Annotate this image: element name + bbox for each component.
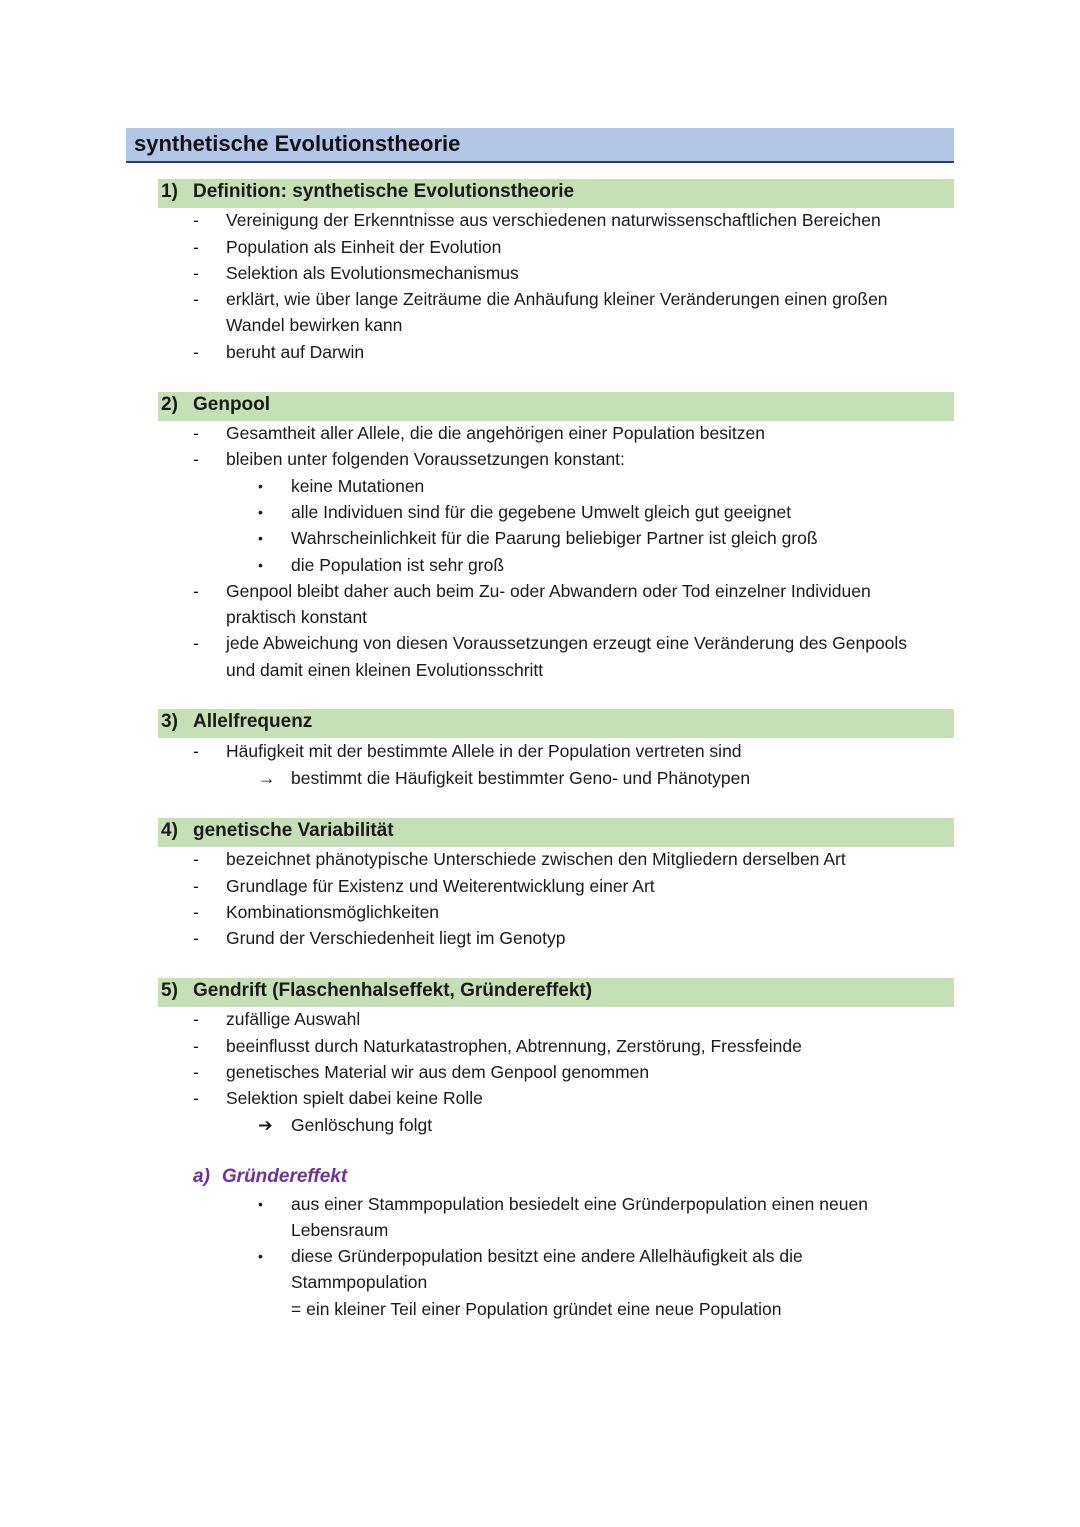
list-item: Häufigkeit mit der bestimmte Allele in der Population vertreten sind bbox=[226, 741, 742, 761]
arrow-item: bestimmt die Häufigkeit bestimmter Geno- und Phänotypen bbox=[291, 768, 751, 788]
section-title: Allelfrequenz bbox=[193, 711, 313, 732]
subsection-letter: a) bbox=[193, 1166, 210, 1187]
subsection-title: Gründereffekt bbox=[221, 1166, 348, 1187]
sub-list-item-continuation: Lebensraum bbox=[291, 1220, 389, 1240]
bullet-marker: • bbox=[258, 478, 263, 494]
list-item: jede Abweichung von diesen Voraussetzungen erzeugt eine Veränderung des Genpools bbox=[226, 633, 908, 653]
arrow-item: Genlöschung folgt bbox=[291, 1115, 433, 1135]
list-item: Grund der Verschiedenheit liegt im Genotyp bbox=[226, 928, 566, 948]
list-item: zufällige Auswahl bbox=[226, 1009, 361, 1029]
sub-list-item: diese Gründerpopulation besitzt eine andere Allelhäufigkeit als die bbox=[291, 1246, 803, 1266]
dash-marker: - bbox=[193, 1088, 199, 1108]
sub-list-item: alle Individuen sind für die gegebene Umwelt gleich gut geeignet bbox=[291, 502, 792, 522]
list-item: Kombinationsmöglichkeiten bbox=[226, 902, 440, 922]
dash-marker: - bbox=[193, 263, 199, 283]
dash-marker: - bbox=[193, 423, 199, 443]
sub-list-item: Wahrscheinlichkeit für die Paarung beliebiger Partner ist gleich groß bbox=[291, 528, 818, 548]
section-title: Gendrift (Flaschenhalseffekt, Gründereffekt) bbox=[193, 980, 593, 1001]
list-item: Population als Einheit der Evolution bbox=[226, 237, 502, 257]
list-item: Selektion als Evolutionsmechanismus bbox=[226, 263, 519, 283]
dash-marker: - bbox=[193, 237, 199, 257]
list-item: beruht auf Darwin bbox=[226, 342, 365, 362]
list-item: Vereinigung der Erkenntnisse aus verschiedenen naturwissenschaftlichen Bereichen bbox=[226, 210, 881, 230]
definition-line: = ein kleiner Teil einer Population gründet eine neue Population bbox=[291, 1299, 782, 1319]
section-number: 3) bbox=[161, 711, 178, 732]
dash-marker: - bbox=[193, 633, 199, 653]
title-bar bbox=[126, 128, 954, 163]
dash-marker: - bbox=[193, 342, 199, 362]
list-item: Grundlage für Existenz und Weiterentwicklung einer Art bbox=[226, 876, 655, 896]
sub-list-item: die Population ist sehr groß bbox=[291, 555, 505, 575]
bullet-marker: • bbox=[258, 557, 263, 573]
page-title: synthetische Evolutionstheorie bbox=[134, 131, 461, 156]
dash-marker: - bbox=[193, 289, 199, 309]
dash-marker: - bbox=[193, 581, 199, 601]
dash-marker: - bbox=[193, 902, 199, 922]
dash-marker: - bbox=[193, 849, 199, 869]
section-4-heading bbox=[158, 818, 954, 847]
section-title: genetische Variabilität bbox=[193, 820, 394, 841]
list-item: beeinflusst durch Naturkatastrophen, Abtrennung, Zerstörung, Fressfeinde bbox=[226, 1036, 802, 1056]
dash-marker: - bbox=[193, 210, 199, 230]
list-item-continuation: und damit einen kleinen Evolutionsschritt bbox=[226, 660, 544, 680]
section-number: 4) bbox=[161, 820, 178, 841]
section-3-heading bbox=[158, 709, 954, 738]
sub-list-item: aus einer Stammpopulation besiedelt eine Gründerpopulation einen neuen bbox=[291, 1194, 868, 1214]
section-2-heading bbox=[158, 392, 954, 421]
bullet-marker: • bbox=[258, 1196, 263, 1212]
section-number: 5) bbox=[161, 980, 178, 1001]
subsection-heading bbox=[193, 1166, 347, 1188]
list-item: genetisches Material wir aus dem Genpool genommen bbox=[226, 1062, 650, 1082]
list-item: Genpool bleibt daher auch beim Zu- oder Abwandern oder Tod einzelner Individuen bbox=[226, 581, 871, 601]
sub-list-item: keine Mutationen bbox=[291, 476, 425, 496]
bullet-marker: • bbox=[258, 530, 263, 546]
dash-marker: - bbox=[193, 1036, 199, 1056]
list-item: bleiben unter folgenden Voraussetzungen konstant: bbox=[226, 449, 625, 469]
bullet-marker: • bbox=[258, 504, 263, 520]
bold-arrow-icon: ➔ bbox=[258, 1115, 273, 1135]
list-item: Selektion spielt dabei keine Rolle bbox=[226, 1088, 483, 1108]
dash-marker: - bbox=[193, 1062, 199, 1082]
dash-marker: - bbox=[193, 1009, 199, 1029]
section-number: 2) bbox=[161, 394, 178, 415]
list-item: bezeichnet phänotypische Unterschiede zwischen den Mitgliedern derselben Art bbox=[226, 849, 846, 869]
dash-marker: - bbox=[193, 876, 199, 896]
list-item-continuation: praktisch konstant bbox=[226, 607, 368, 627]
arrow-icon: → bbox=[258, 768, 276, 788]
section-number: 1) bbox=[161, 181, 178, 202]
sub-list-item-continuation: Stammpopulation bbox=[291, 1272, 428, 1292]
section-title: Definition: synthetische Evolutionstheorie bbox=[193, 181, 575, 202]
section-5-heading bbox=[158, 978, 954, 1007]
section-1-heading bbox=[158, 179, 954, 208]
list-item: Gesamtheit aller Allele, die die angehörigen einer Population besitzen bbox=[226, 423, 765, 443]
dash-marker: - bbox=[193, 928, 199, 948]
section-title: Genpool bbox=[193, 394, 271, 415]
list-item: erklärt, wie über lange Zeiträume die Anhäufung kleiner Veränderungen einen großen bbox=[226, 289, 888, 309]
list-item-continuation: Wandel bewirken kann bbox=[226, 315, 403, 335]
dash-marker: - bbox=[193, 741, 199, 761]
dash-marker: - bbox=[193, 449, 199, 469]
bullet-marker: • bbox=[258, 1248, 263, 1264]
